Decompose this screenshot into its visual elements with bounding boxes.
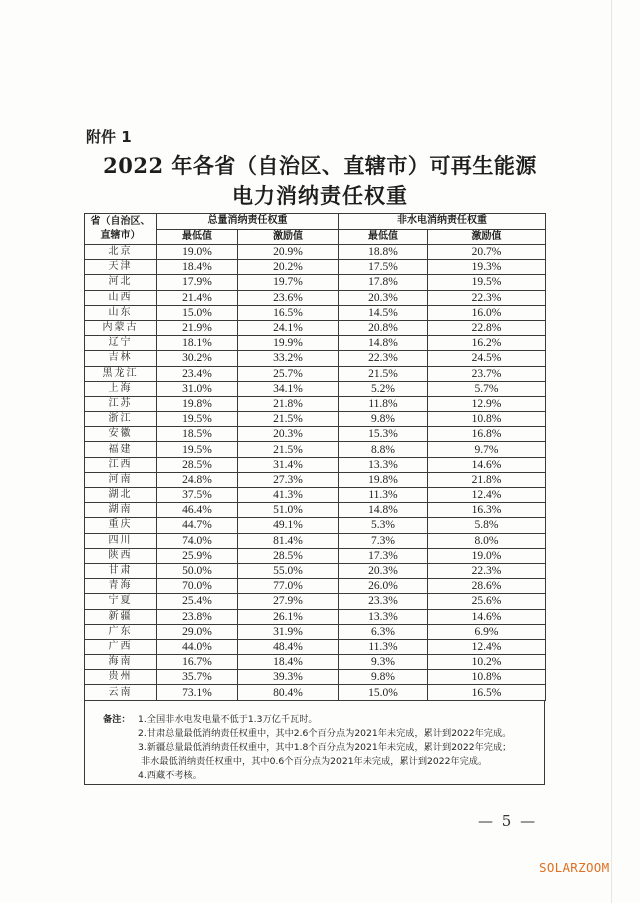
header-province-line1: 省（自治区、	[90, 216, 151, 227]
nonhydro-min-cell: 5.3%	[339, 518, 428, 533]
nonhydro-incentive-cell: 10.2%	[428, 655, 546, 670]
total-min-cell: 74.0%	[157, 533, 238, 548]
province-cell: 宁夏	[85, 594, 157, 609]
total-min-cell: 24.8%	[157, 472, 238, 487]
province-cell: 青海	[85, 579, 157, 594]
table-row	[85, 579, 546, 594]
total-incentive-cell: 19.9%	[238, 336, 339, 351]
nonhydro-incentive-cell: 5.8%	[428, 518, 546, 533]
nonhydro-incentive-cell: 22.8%	[428, 320, 546, 335]
note-line-1: 1.全国非水电发电量不低于1.3万亿千瓦时。	[138, 714, 318, 725]
nonhydro-incentive-cell: 16.3%	[428, 503, 546, 518]
nonhydro-min-cell: 9.8%	[339, 670, 428, 685]
total-incentive-cell: 31.4%	[238, 457, 339, 472]
total-min-cell: 73.1%	[157, 685, 238, 700]
table-body	[85, 245, 546, 701]
province-cell: 贵州	[85, 670, 157, 685]
total-min-cell: 50.0%	[157, 563, 238, 578]
province-cell: 新疆	[85, 609, 157, 624]
page-number: — 5 —	[478, 812, 538, 830]
province-cell: 山东	[85, 305, 157, 320]
total-min-cell: 21.4%	[157, 290, 238, 305]
header-total-min: 最低值	[157, 229, 238, 245]
header-nonhydro-incentive: 激励值	[428, 229, 546, 245]
nonhydro-incentive-cell: 12.4%	[428, 488, 546, 503]
total-incentive-cell: 20.2%	[238, 260, 339, 275]
total-incentive-cell: 21.8%	[238, 396, 339, 411]
nonhydro-min-cell: 14.8%	[339, 336, 428, 351]
table-row	[85, 503, 546, 518]
total-min-cell: 19.8%	[157, 396, 238, 411]
table-row	[85, 533, 546, 548]
nonhydro-incentive-cell: 20.7%	[428, 245, 546, 260]
total-min-cell: 21.9%	[157, 320, 238, 335]
table-row	[85, 457, 546, 472]
header-total-weight: 总量消纳责任权重	[157, 214, 339, 230]
nonhydro-min-cell: 11.3%	[339, 488, 428, 503]
nonhydro-min-cell: 21.5%	[339, 366, 428, 381]
province-cell: 辽宁	[85, 336, 157, 351]
table-row	[85, 336, 546, 351]
nonhydro-incentive-cell: 23.7%	[428, 366, 546, 381]
province-cell: 广西	[85, 639, 157, 654]
table-row	[85, 260, 546, 275]
table-row	[85, 442, 546, 457]
watermark-logo: SOLARZOOM	[539, 860, 610, 875]
province-cell: 黑龙江	[85, 366, 157, 381]
total-incentive-cell: 80.4%	[238, 685, 339, 700]
nonhydro-min-cell: 7.3%	[339, 533, 428, 548]
province-cell: 天津	[85, 260, 157, 275]
total-min-cell: 29.0%	[157, 624, 238, 639]
province-cell: 广东	[85, 624, 157, 639]
header-nonhydro-min: 最低值	[339, 229, 428, 245]
nonhydro-incentive-cell: 5.7%	[428, 381, 546, 396]
total-min-cell: 44.7%	[157, 518, 238, 533]
header-total-incentive: 激励值	[238, 229, 339, 245]
province-cell: 云南	[85, 685, 157, 700]
total-min-cell: 30.2%	[157, 351, 238, 366]
province-cell: 湖南	[85, 503, 157, 518]
total-incentive-cell: 21.5%	[238, 442, 339, 457]
nonhydro-min-cell: 20.3%	[339, 290, 428, 305]
table-row	[85, 351, 546, 366]
total-min-cell: 35.7%	[157, 670, 238, 685]
table-row	[85, 563, 546, 578]
total-incentive-cell: 33.2%	[238, 351, 339, 366]
total-min-cell: 16.7%	[157, 655, 238, 670]
province-cell: 陕西	[85, 548, 157, 563]
total-incentive-cell: 34.1%	[238, 381, 339, 396]
nonhydro-incentive-cell: 8.0%	[428, 533, 546, 548]
total-incentive-cell: 27.9%	[238, 594, 339, 609]
nonhydro-min-cell: 20.3%	[339, 563, 428, 578]
nonhydro-incentive-cell: 16.5%	[428, 685, 546, 700]
province-cell: 湖北	[85, 488, 157, 503]
nonhydro-incentive-cell: 22.3%	[428, 563, 546, 578]
nonhydro-incentive-cell: 25.6%	[428, 594, 546, 609]
nonhydro-min-cell: 15.3%	[339, 427, 428, 442]
total-min-cell: 25.9%	[157, 548, 238, 563]
table-row	[85, 427, 546, 442]
total-incentive-cell: 49.1%	[238, 518, 339, 533]
nonhydro-min-cell: 6.3%	[339, 624, 428, 639]
table-row	[85, 488, 546, 503]
nonhydro-min-cell: 17.3%	[339, 548, 428, 563]
nonhydro-min-cell: 22.3%	[339, 351, 428, 366]
nonhydro-incentive-cell: 10.8%	[428, 670, 546, 685]
quota-table	[84, 213, 546, 701]
total-min-cell: 19.5%	[157, 442, 238, 457]
table-row	[85, 518, 546, 533]
nonhydro-incentive-cell: 14.6%	[428, 609, 546, 624]
province-cell: 甘肃	[85, 563, 157, 578]
table-row	[85, 412, 546, 427]
table-row	[85, 639, 546, 654]
scan-edge-line	[611, 0, 612, 903]
nonhydro-incentive-cell: 28.6%	[428, 579, 546, 594]
total-min-cell: 23.4%	[157, 366, 238, 381]
total-incentive-cell: 23.6%	[238, 290, 339, 305]
nonhydro-min-cell: 18.8%	[339, 245, 428, 260]
header-nonhydro-weight: 非水电消纳责任权重	[339, 214, 546, 230]
province-cell: 安徽	[85, 427, 157, 442]
table-row	[85, 275, 546, 290]
total-incentive-cell: 16.5%	[238, 305, 339, 320]
total-incentive-cell: 24.1%	[238, 320, 339, 335]
nonhydro-incentive-cell: 16.0%	[428, 305, 546, 320]
total-incentive-cell: 77.0%	[238, 579, 339, 594]
total-incentive-cell: 21.5%	[238, 412, 339, 427]
province-cell: 北京	[85, 245, 157, 260]
total-incentive-cell: 48.4%	[238, 639, 339, 654]
nonhydro-min-cell: 26.0%	[339, 579, 428, 594]
nonhydro-min-cell: 13.3%	[339, 609, 428, 624]
note-line-4: 4.西藏不考核。	[138, 770, 202, 781]
nonhydro-incentive-cell: 9.7%	[428, 442, 546, 457]
table-row	[85, 290, 546, 305]
nonhydro-min-cell: 17.5%	[339, 260, 428, 275]
total-min-cell: 19.0%	[157, 245, 238, 260]
nonhydro-incentive-cell: 16.8%	[428, 427, 546, 442]
table-row	[85, 366, 546, 381]
total-min-cell: 37.5%	[157, 488, 238, 503]
document-title-line2: 电力消纳责任权重	[232, 183, 408, 208]
province-cell: 江西	[85, 457, 157, 472]
header-province-line2: 直辖市）	[100, 230, 141, 241]
table-row	[85, 548, 546, 563]
province-cell: 河北	[85, 275, 157, 290]
nonhydro-min-cell: 13.3%	[339, 457, 428, 472]
nonhydro-incentive-cell: 16.2%	[428, 336, 546, 351]
nonhydro-incentive-cell: 12.4%	[428, 639, 546, 654]
table-row	[85, 655, 546, 670]
total-min-cell: 18.1%	[157, 336, 238, 351]
total-min-cell: 18.4%	[157, 260, 238, 275]
nonhydro-incentive-cell: 10.8%	[428, 412, 546, 427]
nonhydro-min-cell: 20.8%	[339, 320, 428, 335]
total-incentive-cell: 19.7%	[238, 275, 339, 290]
total-min-cell: 44.0%	[157, 639, 238, 654]
total-incentive-cell: 25.7%	[238, 366, 339, 381]
nonhydro-incentive-cell: 24.5%	[428, 351, 546, 366]
nonhydro-min-cell: 17.8%	[339, 275, 428, 290]
table-row	[85, 472, 546, 487]
nonhydro-incentive-cell: 6.9%	[428, 624, 546, 639]
table-row	[85, 594, 546, 609]
total-min-cell: 28.5%	[157, 457, 238, 472]
total-incentive-cell: 51.0%	[238, 503, 339, 518]
total-min-cell: 25.4%	[157, 594, 238, 609]
table-header-row-1	[85, 214, 546, 230]
total-incentive-cell: 20.3%	[238, 427, 339, 442]
total-min-cell: 31.0%	[157, 381, 238, 396]
nonhydro-incentive-cell: 21.8%	[428, 472, 546, 487]
province-cell: 内蒙古	[85, 320, 157, 335]
province-cell: 河南	[85, 472, 157, 487]
table-row	[85, 624, 546, 639]
document-title-line1: 2022 年各省（自治区、直辖市）可再生能源	[103, 153, 537, 178]
province-cell: 江苏	[85, 396, 157, 411]
total-min-cell: 17.9%	[157, 275, 238, 290]
nonhydro-incentive-cell: 12.9%	[428, 396, 546, 411]
nonhydro-incentive-cell: 19.5%	[428, 275, 546, 290]
total-min-cell: 18.5%	[157, 427, 238, 442]
total-min-cell: 19.5%	[157, 412, 238, 427]
header-province	[85, 214, 157, 245]
total-incentive-cell: 39.3%	[238, 670, 339, 685]
nonhydro-min-cell: 9.8%	[339, 412, 428, 427]
province-cell: 浙江	[85, 412, 157, 427]
note-line-2: 2.甘肃总量最低消纳责任权重中，其中2.6个百分点为2021年未完成，累计到2022年完成。	[138, 728, 512, 739]
total-min-cell: 23.8%	[157, 609, 238, 624]
nonhydro-min-cell: 19.8%	[339, 472, 428, 487]
total-incentive-cell: 20.9%	[238, 245, 339, 260]
province-cell: 吉林	[85, 351, 157, 366]
province-cell: 重庆	[85, 518, 157, 533]
table-row	[85, 320, 546, 335]
nonhydro-min-cell: 14.8%	[339, 503, 428, 518]
nonhydro-min-cell: 9.3%	[339, 655, 428, 670]
total-incentive-cell: 27.3%	[238, 472, 339, 487]
total-incentive-cell: 55.0%	[238, 563, 339, 578]
table-row	[85, 670, 546, 685]
nonhydro-incentive-cell: 22.3%	[428, 290, 546, 305]
note-line-3-continued: 非水最低消纳责任权重中，其中0.6个百分点为2021年未完成，累计到2022年完成。	[141, 756, 488, 767]
total-incentive-cell: 18.4%	[238, 655, 339, 670]
province-cell: 海南	[85, 655, 157, 670]
total-incentive-cell: 26.1%	[238, 609, 339, 624]
province-cell: 山西	[85, 290, 157, 305]
total-incentive-cell: 41.3%	[238, 488, 339, 503]
table-row	[85, 305, 546, 320]
total-min-cell: 46.4%	[157, 503, 238, 518]
nonhydro-min-cell: 5.2%	[339, 381, 428, 396]
province-cell: 福建	[85, 442, 157, 457]
total-min-cell: 70.0%	[157, 579, 238, 594]
total-incentive-cell: 81.4%	[238, 533, 339, 548]
nonhydro-min-cell: 11.8%	[339, 396, 428, 411]
province-cell: 上海	[85, 381, 157, 396]
total-min-cell: 15.0%	[157, 305, 238, 320]
nonhydro-incentive-cell: 14.6%	[428, 457, 546, 472]
nonhydro-min-cell: 23.3%	[339, 594, 428, 609]
table-row	[85, 685, 546, 700]
table-row	[85, 245, 546, 260]
total-incentive-cell: 31.9%	[238, 624, 339, 639]
notes-label: 备注：	[103, 714, 131, 725]
province-cell: 四川	[85, 533, 157, 548]
nonhydro-min-cell: 8.8%	[339, 442, 428, 457]
total-incentive-cell: 28.5%	[238, 548, 339, 563]
note-line-3: 3.新疆总量最低消纳责任权重中，其中1.8个百分点为2021年未完成，累计到2022年完成；	[138, 742, 512, 753]
nonhydro-incentive-cell: 19.3%	[428, 260, 546, 275]
nonhydro-min-cell: 14.5%	[339, 305, 428, 320]
attachment-label: 附件 1	[86, 128, 132, 146]
nonhydro-incentive-cell: 19.0%	[428, 548, 546, 563]
table-row	[85, 609, 546, 624]
table-row	[85, 381, 546, 396]
table-row	[85, 396, 546, 411]
nonhydro-min-cell: 11.3%	[339, 639, 428, 654]
notes-box	[84, 700, 545, 785]
nonhydro-min-cell: 15.0%	[339, 685, 428, 700]
